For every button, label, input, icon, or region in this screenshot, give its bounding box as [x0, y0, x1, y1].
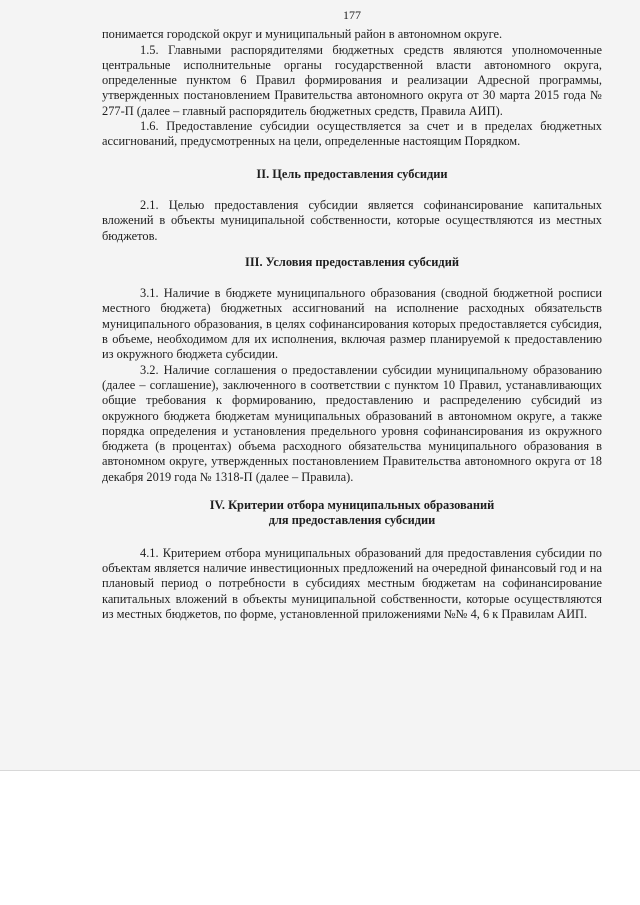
section-heading-4 [102, 498, 602, 529]
section-heading-4-line-1: IV. Критерии отбора муниципальных образований [209, 498, 495, 513]
paragraph-1-5: 1.5. Главными распорядителями бюджетных средств являются уполномоченные центральные исполнительные органы государственной власти автономного округа, определенные пунктом 6 Правил формирования и реализации Адресной программы, утвержденных постановлением Правительства автономного округа от 30 марта 2015 года № 277-П (далее – главный распорядитель бюджетных средств, Правила АИП). [102, 42, 602, 118]
paragraph-continuation: понимается городской округ и муниципальный район в автономном округе. [102, 27, 503, 42]
section-heading-2: II. Цель предоставления субсидии [256, 166, 448, 181]
page-number: 177 [343, 8, 361, 22]
section-heading-3: III. Условия предоставления субсидий [245, 254, 459, 269]
paragraph-2-1: 2.1. Целью предоставления субсидии является софинансирование капитальных вложений в объекты муниципальной собственности, которые осуществляются из местных бюджетов. [102, 197, 602, 243]
paragraph-3-1: 3.1. Наличие в бюджете муниципального образования (сводной бюджетной росписи местного бюджета) бюджетных ассигнований на исполнение расходных обязательств муниципального образования, в целях софинансирования которых предоставляется субсидия, в объеме, необходимом для их исполнения, включая размер планируемой к предоставлению из окружного бюджета субсидии. [102, 286, 602, 362]
paragraph-3-2: 3.2. Наличие соглашения о предоставлении субсидии муниципальному образованию (далее – соглашение), заключенного в соответствии с пунктом 10 Правил, устанавливающих общие требования к формированию, предоставлению и распределению субсидий из окружного бюджета бюджетам муниципальных образований в автономном округе, а также порядка определения и установления предельного уровня софинансирования из окружного бюджета (в процентах) объема расходного обязательства муниципального образования в автономном округе, утвержденных постановлением Правительства автономного округа от 18 декабря 2019 года № 1318-П (далее – Правила). [102, 362, 602, 484]
section-heading-4-line-2: для предоставления субсидии [268, 513, 436, 528]
document-body [102, 8, 602, 622]
paragraph-4-1: 4.1. Критерием отбора муниципальных образований для предоставления субсидии по объектам является наличие инвестиционных предложений на очередной финансовый год и на плановый период о потребности в субсидиях местным бюджетам на софинансирование капитальных вложений в объекты муниципальной собственности, которые осуществляются из местных бюджетов, по форме, установленной приложениями №№ 4, 6 к Правилам АИП. [102, 545, 602, 621]
paragraph-1-6: 1.6. Предоставление субсидии осуществляется за счет и в пределах бюджетных ассигнований, предусмотренных на цели, определенные настоящим Порядком. [102, 119, 602, 149]
